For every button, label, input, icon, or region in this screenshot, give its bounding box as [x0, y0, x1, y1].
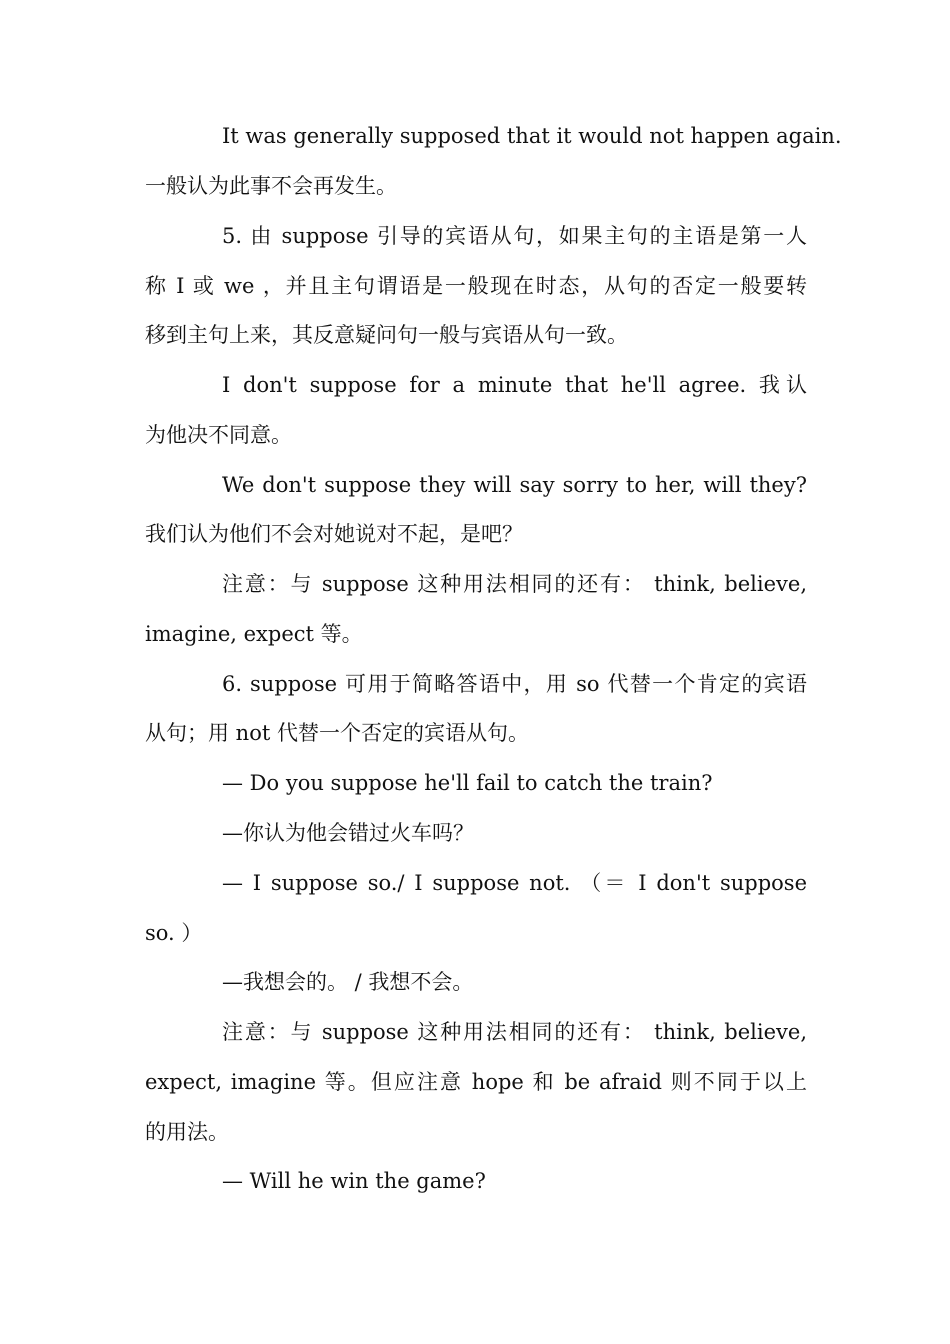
paragraph-line-3: 5. 由 suppose 引导的宾语从句，如果主句的主语是第一人 — [222, 224, 807, 248]
paragraph-line-5: 移到主句上来，其反意疑问句一般与宾语从句一致。 — [145, 323, 628, 347]
paragraph-line-11: imagine, expect 等。 — [145, 622, 363, 646]
paragraph-line-8: We don't suppose they will say sorry to her, will they? — [222, 473, 807, 497]
paragraph-line-2: 一般认为此事不会再发生。 — [145, 174, 397, 198]
paragraph-line-13: 从句；用 not 代替一个否定的宾语从句。 — [145, 721, 529, 745]
paragraph-line-1: It was generally supposed that it would not happen again. — [222, 124, 842, 148]
paragraph-line-10: 注意：与 suppose 这种用法相同的还有： think, believe, — [222, 572, 807, 596]
paragraph-line-4: 称 I 或 we ，并且主句谓语是一般现在时态，从句的否定一般要转 — [145, 274, 807, 298]
paragraph-line-7: 为他决不同意。 — [145, 423, 292, 447]
paragraph-line-17: so. ） — [145, 921, 203, 945]
paragraph-line-18: —我想会的。 / 我想不会。 — [222, 970, 474, 994]
paragraph-line-20: expect, imagine 等。但应注意 hope 和 be afraid 则不同于以上 — [145, 1070, 807, 1094]
paragraph-line-16: — I suppose so./ I suppose not. （＝ I don't suppose — [222, 871, 807, 895]
paragraph-line-9: 我们认为他们不会对她说对不起，是吧？ — [145, 522, 523, 546]
paragraph-line-19: 注意：与 suppose 这种用法相同的还有： think, believe, — [222, 1020, 807, 1044]
paragraph-line-14: — Do you suppose he'll fail to catch the train? — [222, 771, 713, 795]
paragraph-line-22: — Will he win the game? — [222, 1169, 486, 1193]
paragraph-line-21: 的用法。 — [145, 1120, 229, 1144]
paragraph-line-12: 6. suppose 可用于简略答语中，用 so 代替一个肯定的宾语 — [222, 672, 807, 696]
paragraph-line-15: —你认为他会错过火车吗？ — [222, 821, 474, 845]
paragraph-line-6: I don't suppose for a minute that he'll agree. 我认 — [222, 373, 807, 397]
